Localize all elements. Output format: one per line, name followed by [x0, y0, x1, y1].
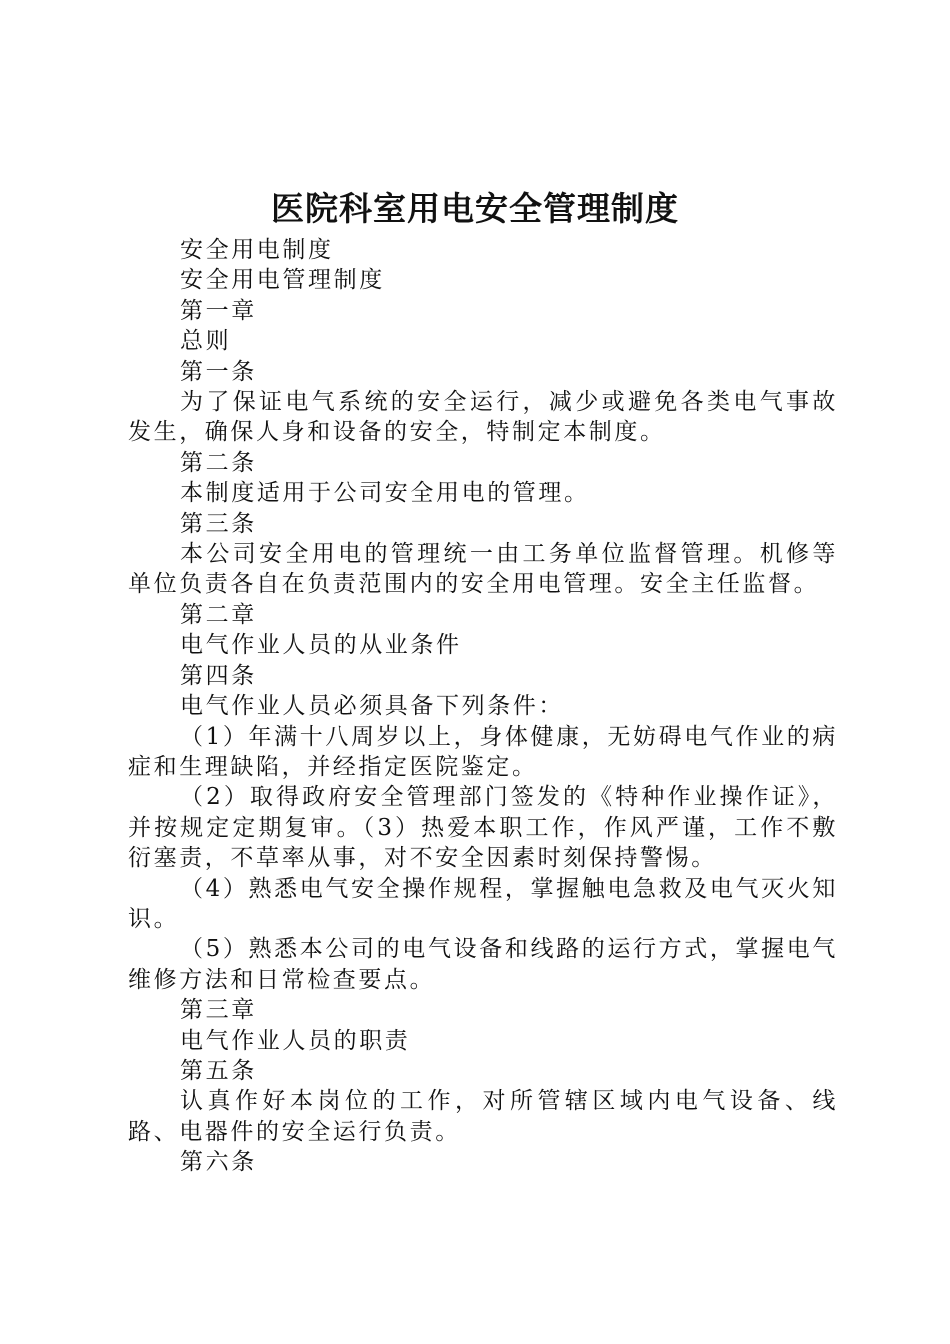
- article-heading: 第四条: [180, 662, 257, 689]
- chapter-title: 电气作业人员的职责: [180, 1027, 411, 1054]
- paragraph: 本公司安全用电的管理统一由工务单位监督管理。机修等单位负责各自在负责范围内的安全用电管理。安全主任监督。: [128, 541, 838, 598]
- article-heading: 第一条: [180, 358, 257, 385]
- chapter-heading: 第二章: [180, 601, 257, 628]
- list-item: （4）熟悉电气安全操作规程，掌握触电急救及电气灭火知识。: [128, 875, 838, 932]
- paragraph: 认真作好本岗位的工作，对所管辖区域内电气设备、线路、电器件的安全运行负责。: [128, 1088, 838, 1145]
- article-heading: 第五条: [180, 1057, 257, 1084]
- chapter-title: 电气作业人员的从业条件: [180, 632, 462, 659]
- list-item: （5）熟悉本公司的电气设备和线路的运行方式，掌握电气维修方法和日常检查要点。: [128, 936, 838, 993]
- paragraph: 电气作业人员必须具备下列条件：: [180, 693, 564, 720]
- article-heading: 第六条: [180, 1149, 257, 1176]
- chapter-heading: 第一章: [180, 297, 257, 324]
- document-body: [128, 235, 838, 1178]
- article-heading: 第三条: [180, 510, 257, 537]
- paragraph: 安全用电管理制度: [180, 267, 385, 294]
- list-item: （1）年满十八周岁以上，身体健康，无妨碍电气作业的病症和生理缺陷，并经指定医院鉴定。: [128, 723, 838, 780]
- document-title: 医院科室用电安全管理制度: [271, 189, 679, 228]
- chapter-heading: 第三章: [180, 997, 257, 1024]
- paragraph: 为了保证电气系统的安全运行，减少或避免各类电气事故发生，确保人身和设备的安全，特制定本制度。: [128, 389, 838, 446]
- paragraph: 安全用电制度: [180, 237, 334, 263]
- article-heading: 第二条: [180, 449, 257, 476]
- list-item: （2）取得政府安全管理部门签发的《特种作业操作证》，并按规定定期复审。（3）热爱本职工作，作风严谨，工作不敷衍塞责，不草率从事，对不安全因素时刻保持警惕。: [128, 784, 838, 872]
- chapter-title: 总则: [180, 328, 232, 355]
- paragraph: 本制度适用于公司安全用电的管理。: [180, 480, 590, 507]
